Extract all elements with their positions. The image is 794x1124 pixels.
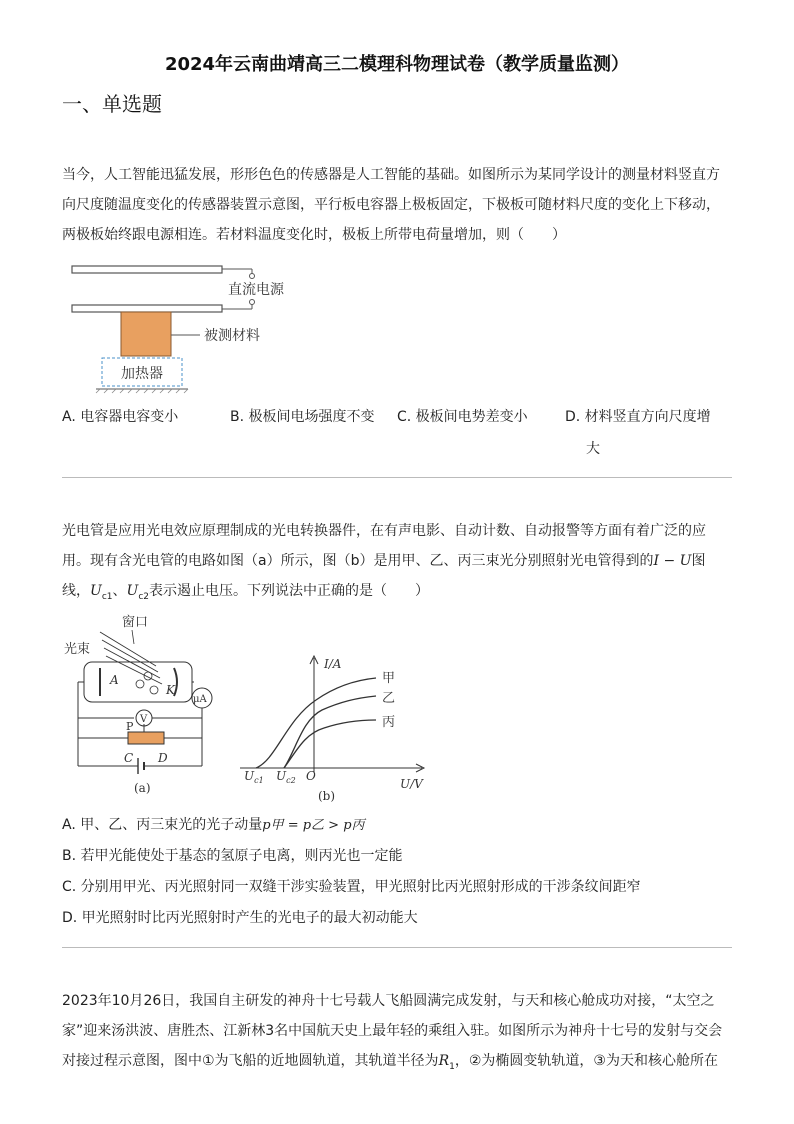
window-label: 窗口: [122, 615, 149, 630]
curve-jia: [256, 678, 376, 768]
svg-text:Uc2: $U_{c2}$: [276, 769, 296, 785]
q1-option-d-cont: 大: [586, 441, 600, 457]
iu-math: I − U: [653, 553, 692, 569]
svg-text:P: P: [126, 720, 134, 733]
divider: [62, 477, 732, 478]
svg-text:I/A: I/A: [324, 657, 342, 671]
svg-text:Uc1: $U_{c1}$: [244, 769, 264, 785]
beam-label: 光束: [64, 642, 91, 657]
section-heading: 一、单选题: [62, 92, 162, 116]
curve-bing: [284, 720, 376, 768]
svg-text:μA: μA: [193, 694, 207, 705]
svg-text:V: V: [140, 714, 148, 725]
svg-text:(a): (a): [134, 781, 151, 795]
question-2-text: 光电管是应用光电效应原理制成的光电转换器件，在有声电影、自动计数、自动报警等方面有着广泛的应用。现有含光电管的电路如图（a）所示，图（b）是用甲、乙、丙三束光分别照射光电管得到的I − U图线，$U_{c1}$、$U_{c2}$表示遏止电压。下列说法中正确的是（ ）: [62, 523, 706, 602]
exam-title: 2024年云南曲靖高三二模理科物理试卷（教学质量监测）: [164, 54, 630, 75]
svg-text:K: K: [166, 683, 175, 697]
curve-bing-label: 丙: [382, 715, 396, 730]
curve-jia-label: 甲: [382, 671, 396, 686]
svg-text:D: D: [158, 751, 168, 765]
q2-option-a[interactable]: A. 甲、乙、丙三束光的光子动量p甲 = p乙 > p丙: [62, 817, 365, 833]
iu-graph-figure: [236, 650, 436, 806]
heater-label: 加热器: [121, 366, 163, 382]
material-block: [121, 312, 171, 356]
q1-option-d[interactable]: D. 材料竖直方向尺度增: [565, 409, 711, 425]
curve-yi-label: 乙: [382, 691, 396, 706]
q1-option-b[interactable]: B. 极板间电场强度不变: [230, 409, 375, 425]
q2-option-d[interactable]: D. 甲光照射时比丙光照射时产生的光电子的最大初动能大: [62, 910, 418, 926]
lower-plate: [72, 305, 222, 312]
material-label: 被测材料: [204, 328, 260, 344]
q1-option-c[interactable]: C. 极板间电势差变小: [397, 409, 528, 425]
q2-option-c[interactable]: C. 分别用甲光、丙光照射同一双缝干涉实验装置，甲光照射比丙光照射形成的干涉条纹间距窄: [62, 879, 641, 895]
upper-plate: [72, 266, 222, 273]
svg-text:(b): (b): [318, 789, 336, 803]
capacitor-sensor-figure: [66, 258, 306, 394]
svg-text:C: C: [124, 751, 134, 765]
question-1-text: 当今，人工智能迅猛发展，形形色色的传感器是人工智能的基础。如图所示为某同学设计的测量材料竖直方向尺度随温度变化的传感器装置示意图，平行板电容器上极板固定，下极板可随材料尺度的变化上下移动，两极板始终跟电源相连。若材料温度变化时，极板上所带电荷量增加，则（ ）: [62, 167, 720, 243]
question-3-text: 2023年10月26日，我国自主研发的神舟十七号载人飞船圆满完成发射，与天和核心舱成功对接，“太空之家”迎来汤洪波、唐胜杰、江新林3名中国航天史上最年轻的乘组入驻。如图所示为神舟十七号的发射与交会对接过程示意图，图中①为飞船的近地圆轨道，其轨道半径为$R_1$，②为椭圆变轨轨道，③为天和核心舱所在: [62, 993, 723, 1072]
svg-text:O: O: [306, 769, 316, 783]
q2-option-b[interactable]: B. 若甲光能使处于基态的氢原子电离，则丙光也一定能: [62, 848, 403, 864]
power-label: 直流电源: [228, 282, 284, 298]
svg-text:A: A: [110, 673, 119, 687]
divider: [62, 947, 732, 948]
curve-yi: [284, 696, 376, 768]
q1-option-a[interactable]: A. 电容器电容变小: [62, 409, 179, 425]
svg-text:U/V: U/V: [400, 777, 423, 791]
photoelectric-circuit-figure: [62, 608, 222, 808]
